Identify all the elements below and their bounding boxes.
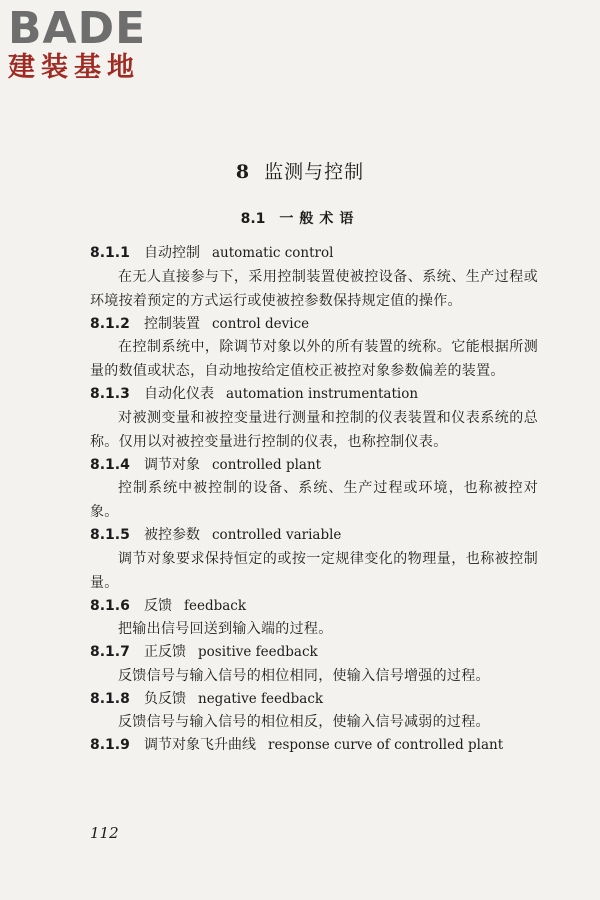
term-english: response curve of controlled plant (268, 737, 504, 753)
term-heading (90, 595, 538, 618)
term-heading (90, 313, 538, 336)
page-number: 112 (90, 824, 119, 842)
term-heading (90, 734, 538, 757)
term-number: 8.1.5 (90, 527, 130, 543)
section-title: 一般术语 (279, 211, 360, 227)
term-english: controlled plant (212, 456, 322, 473)
brand-logo (8, 3, 178, 84)
term-number: 8.1.3 (90, 386, 130, 402)
section-number: 8.1 (240, 211, 266, 227)
term-number: 8.1.1 (90, 245, 130, 261)
term-english: automatic control (212, 245, 334, 261)
term-english: positive feedback (198, 644, 318, 660)
term-heading (90, 641, 538, 664)
term-definition: 控制系统中被控制的设备、系统、生产过程或环境，也称被控对象。 (90, 480, 538, 520)
chapter-title: 监测与控制 (264, 161, 365, 183)
term-chinese: 自动控制 (144, 245, 200, 261)
logo-subtitle: 建装基地 (8, 52, 140, 83)
term-chinese: 反馈 (144, 597, 172, 614)
term-english: feedback (184, 597, 247, 614)
term-number: 8.1.9 (90, 737, 130, 753)
term-heading (90, 454, 538, 477)
term-english: automation instrumentation (226, 386, 419, 402)
chapter-heading (0, 157, 600, 184)
term-definition: 调节对象要求保持恒定的或按一定规律变化的物理量，也称被控制量。 (90, 550, 538, 591)
term-number: 8.1.2 (90, 315, 130, 332)
term-english: controlled variable (212, 527, 342, 543)
term-heading (90, 524, 538, 547)
term-chinese: 控制装置 (144, 315, 200, 332)
term-definition: 把输出信号回送到输入端的过程。 (118, 621, 333, 637)
term-number: 8.1.4 (90, 456, 130, 473)
term-english: negative feedback (198, 690, 324, 707)
term-definition: 反馈信号与输入信号的相位相反，使输入信号减弱的过程。 (118, 714, 490, 730)
term-chinese: 调节对象飞升曲线 (144, 737, 256, 753)
term-chinese: 正反馈 (144, 644, 186, 660)
term-list (90, 242, 538, 757)
term-definition: 在控制系统中，除调节对象以外的所有装置的统称。它能根据所测量的数值或状态，自动地按给定值校正被控对象参数偏差的装置。 (90, 339, 538, 379)
term-chinese: 调节对象 (144, 456, 200, 473)
term-definition: 反馈信号与输入信号的相位相同，使输入信号增强的过程。 (118, 667, 490, 684)
term-definition: 在无人直接参与下，采用控制装置使被控设备、系统、生产过程或环境按着预定的方式运行或使被控参数保持规定值的操作。 (90, 268, 538, 309)
term-number: 8.1.6 (90, 597, 130, 614)
term-heading (90, 383, 538, 406)
term-heading (90, 688, 538, 711)
term-chinese: 负反馈 (144, 690, 186, 707)
logo-wordmark: BADE (8, 3, 147, 54)
chapter-number: 8 (235, 161, 251, 183)
term-number: 8.1.7 (90, 644, 130, 660)
term-definition: 对被测变量和被控变量进行测量和控制的仪表装置和仪表系统的总称。仅用以对被控变量进行控制的仪表，也称控制仪表。 (90, 409, 538, 450)
term-chinese: 被控参数 (144, 527, 200, 543)
term-english: control device (212, 315, 310, 332)
section-heading (0, 208, 600, 228)
term-number: 8.1.8 (90, 690, 130, 707)
term-chinese: 自动化仪表 (144, 386, 214, 402)
term-heading (90, 242, 538, 265)
